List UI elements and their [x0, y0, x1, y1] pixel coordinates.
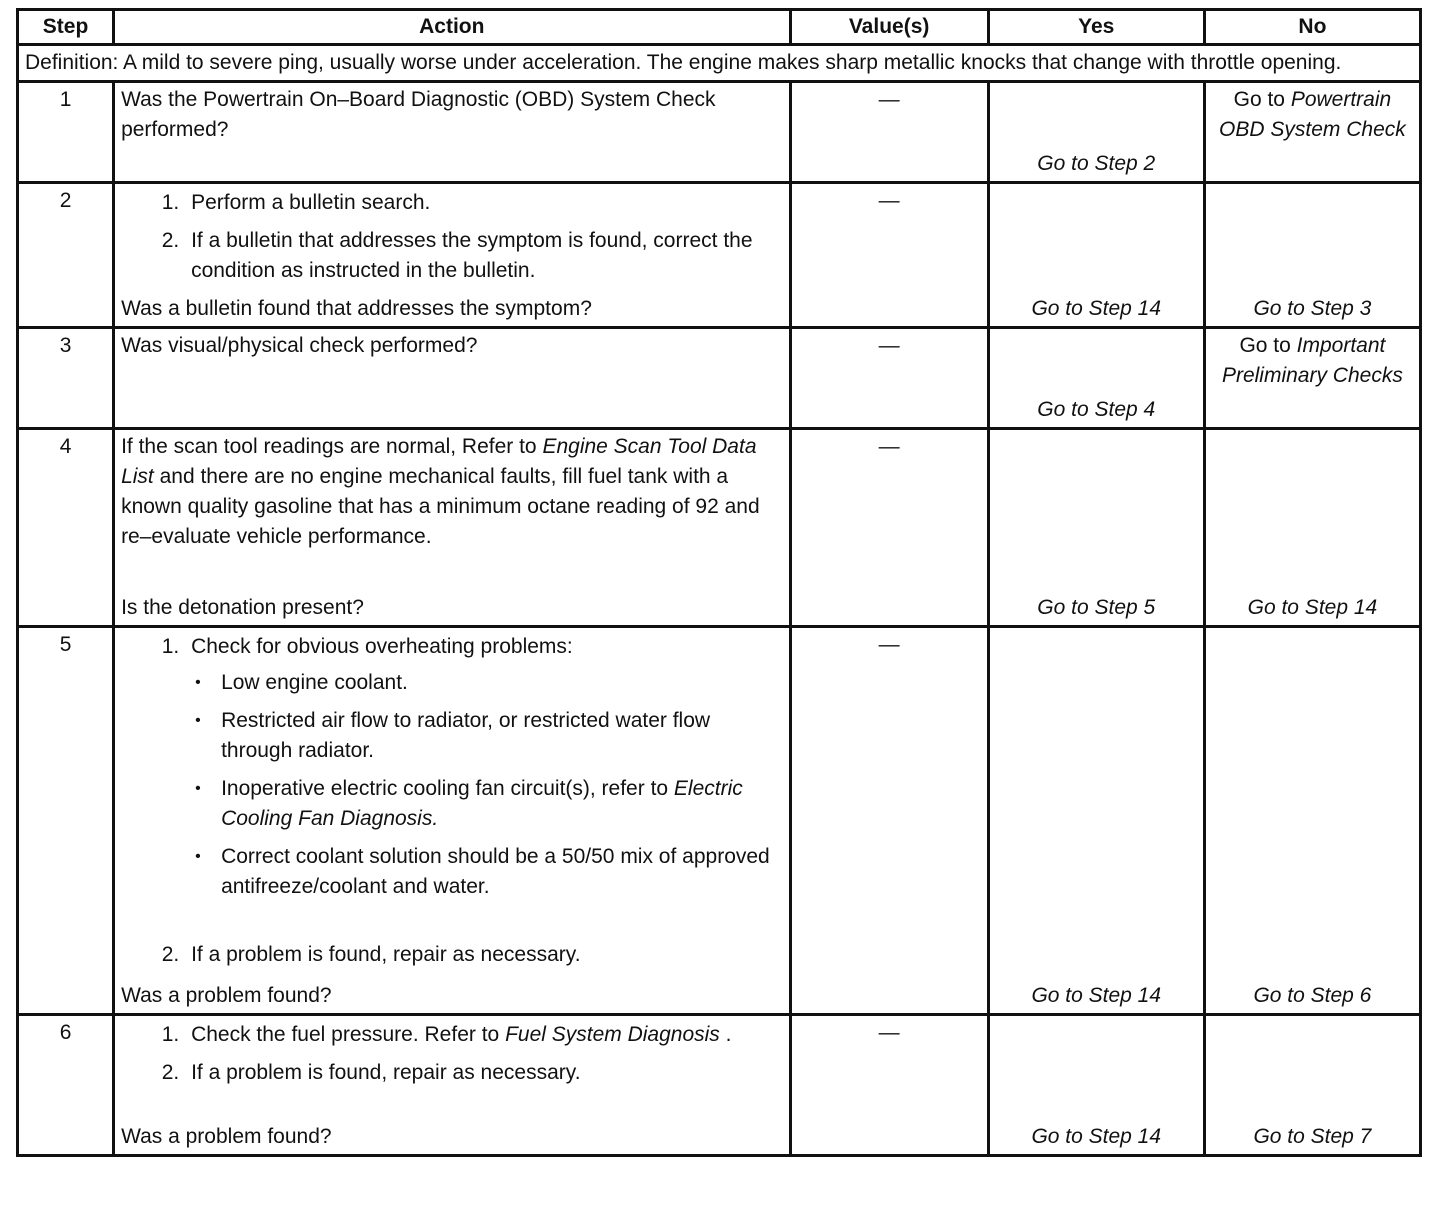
action-step-item: [185, 1020, 782, 1050]
action-steps: [121, 632, 782, 970]
action-step-tail: .: [719, 1023, 732, 1046]
step-number: 3: [18, 328, 114, 429]
yes-link[interactable]: Go to Step 14: [1031, 1125, 1162, 1148]
bullet-item: • Restricted air flow to radiator, or restricted water flow through radiator.: [219, 706, 782, 766]
step-number: 5: [18, 627, 114, 1015]
check-bullets: [191, 668, 782, 902]
bullet-reference[interactable]: Electric Cooling Fan Diagnosis.: [221, 777, 743, 830]
definition-row: [18, 45, 1421, 82]
action-text: [121, 432, 782, 552]
table-row: [18, 328, 1421, 429]
header-values: Value(s): [790, 10, 988, 45]
action-step-text: Check the fuel pressure. Refer to: [191, 1023, 506, 1046]
no-reference[interactable]: Important Preliminary Checks: [1221, 334, 1403, 387]
no-link[interactable]: Go to Step 3: [1253, 297, 1372, 320]
value-cell: —: [790, 1015, 988, 1156]
action-reference[interactable]: Fuel System Diagnosis: [505, 1023, 720, 1046]
action-text-b: and there are no engine mechanical faults, fill fuel tank with a known quality gasoline that has a minimum octane reading of 92 and re–evaluate vehicle performance.: [121, 465, 760, 548]
value-cell: —: [790, 429, 988, 627]
yes-cell: [988, 328, 1204, 429]
no-prefix: Go to: [1233, 88, 1291, 111]
header-step: Step: [18, 10, 114, 45]
action-question: Was a problem found?: [121, 984, 332, 1007]
value-cell: —: [790, 82, 988, 183]
step-number: 2: [18, 183, 114, 328]
diagnostic-table: [16, 8, 1422, 1157]
definition-text: Definition: A mild to severe ping, usually worse under acceleration. The engine makes sharp metallic knocks that change with throttle opening.: [18, 45, 1421, 82]
value-cell: —: [790, 183, 988, 328]
bullet-item: • Correct coolant solution should be a 50/50 mix of approved antifreeze/coolant and water.: [219, 842, 782, 902]
action-cell: [114, 183, 790, 328]
no-cell: [1204, 1015, 1420, 1156]
yes-cell: [988, 429, 1204, 627]
no-cell: [1204, 429, 1420, 627]
step-number: 1: [18, 82, 114, 183]
action-steps: [121, 1020, 782, 1088]
no-cell: [1204, 328, 1420, 429]
bullet-item: [219, 774, 782, 834]
header-no: No: [1204, 10, 1420, 45]
action-step-item: 2. If a problem is found, repair as necessary.: [185, 1058, 782, 1088]
yes-cell: [988, 1015, 1204, 1156]
header-yes: Yes: [988, 10, 1204, 45]
action-cell: [114, 1015, 790, 1156]
action-cell: Was the Powertrain On–Board Diagnostic (OBD) System Check performed?: [114, 82, 790, 183]
no-cell: [1204, 183, 1420, 328]
action-cell: Was visual/physical check performed?: [114, 328, 790, 429]
table-row: [18, 1015, 1421, 1156]
header-action: Action: [114, 10, 790, 45]
action-question: Was a bulletin found that addresses the symptom?: [121, 297, 592, 320]
action-step-item: 1. Perform a bulletin search.: [185, 188, 782, 218]
step-number: 6: [18, 1015, 114, 1156]
action-reference[interactable]: Engine Scan Tool Data List: [121, 435, 757, 488]
header-row: [18, 10, 1421, 45]
action-question: Was a problem found?: [121, 1125, 332, 1148]
no-cell: [1204, 82, 1420, 183]
yes-link[interactable]: Go to Step 14: [1031, 984, 1162, 1007]
table-row: [18, 82, 1421, 183]
yes-cell: [988, 627, 1204, 1015]
no-cell: [1204, 627, 1420, 1015]
table-row: [18, 183, 1421, 328]
no-link[interactable]: Go to Step 6: [1253, 984, 1372, 1007]
yes-link[interactable]: Go to Step 5: [1037, 596, 1156, 619]
action-step-item: [185, 632, 782, 902]
table-row: [18, 627, 1421, 1015]
no-link[interactable]: Go to Step 7: [1253, 1125, 1372, 1148]
yes-cell: [988, 82, 1204, 183]
yes-link[interactable]: Go to Step 2: [1037, 152, 1156, 175]
step-number: 4: [18, 429, 114, 627]
no-prefix: Go to: [1239, 334, 1297, 357]
bullet-item: • Low engine coolant.: [219, 668, 782, 698]
table-row: [18, 429, 1421, 627]
action-step-text: Check for obvious overheating problems:: [191, 635, 573, 658]
yes-link[interactable]: Go to Step 4: [1037, 398, 1156, 421]
no-link[interactable]: Go to Step 14: [1247, 596, 1378, 619]
action-steps: [121, 188, 782, 286]
bullet-text: Inoperative electric cooling fan circuit(s), refer to: [221, 777, 674, 800]
no-reference[interactable]: Powertrain OBD System Check: [1219, 88, 1406, 141]
action-cell: [114, 429, 790, 627]
action-cell: [114, 627, 790, 1015]
action-question: Is the detonation present?: [121, 596, 364, 619]
action-step-item: 2. If a bulletin that addresses the symptom is found, correct the condition as instructed in the bulletin.: [185, 226, 782, 286]
action-text-a: If the scan tool readings are normal, Refer to: [121, 435, 543, 458]
value-cell: —: [790, 627, 988, 1015]
yes-cell: [988, 183, 1204, 328]
value-cell: —: [790, 328, 988, 429]
action-step-item: 2. If a problem is found, repair as necessary.: [185, 940, 782, 970]
yes-link[interactable]: Go to Step 14: [1031, 297, 1162, 320]
